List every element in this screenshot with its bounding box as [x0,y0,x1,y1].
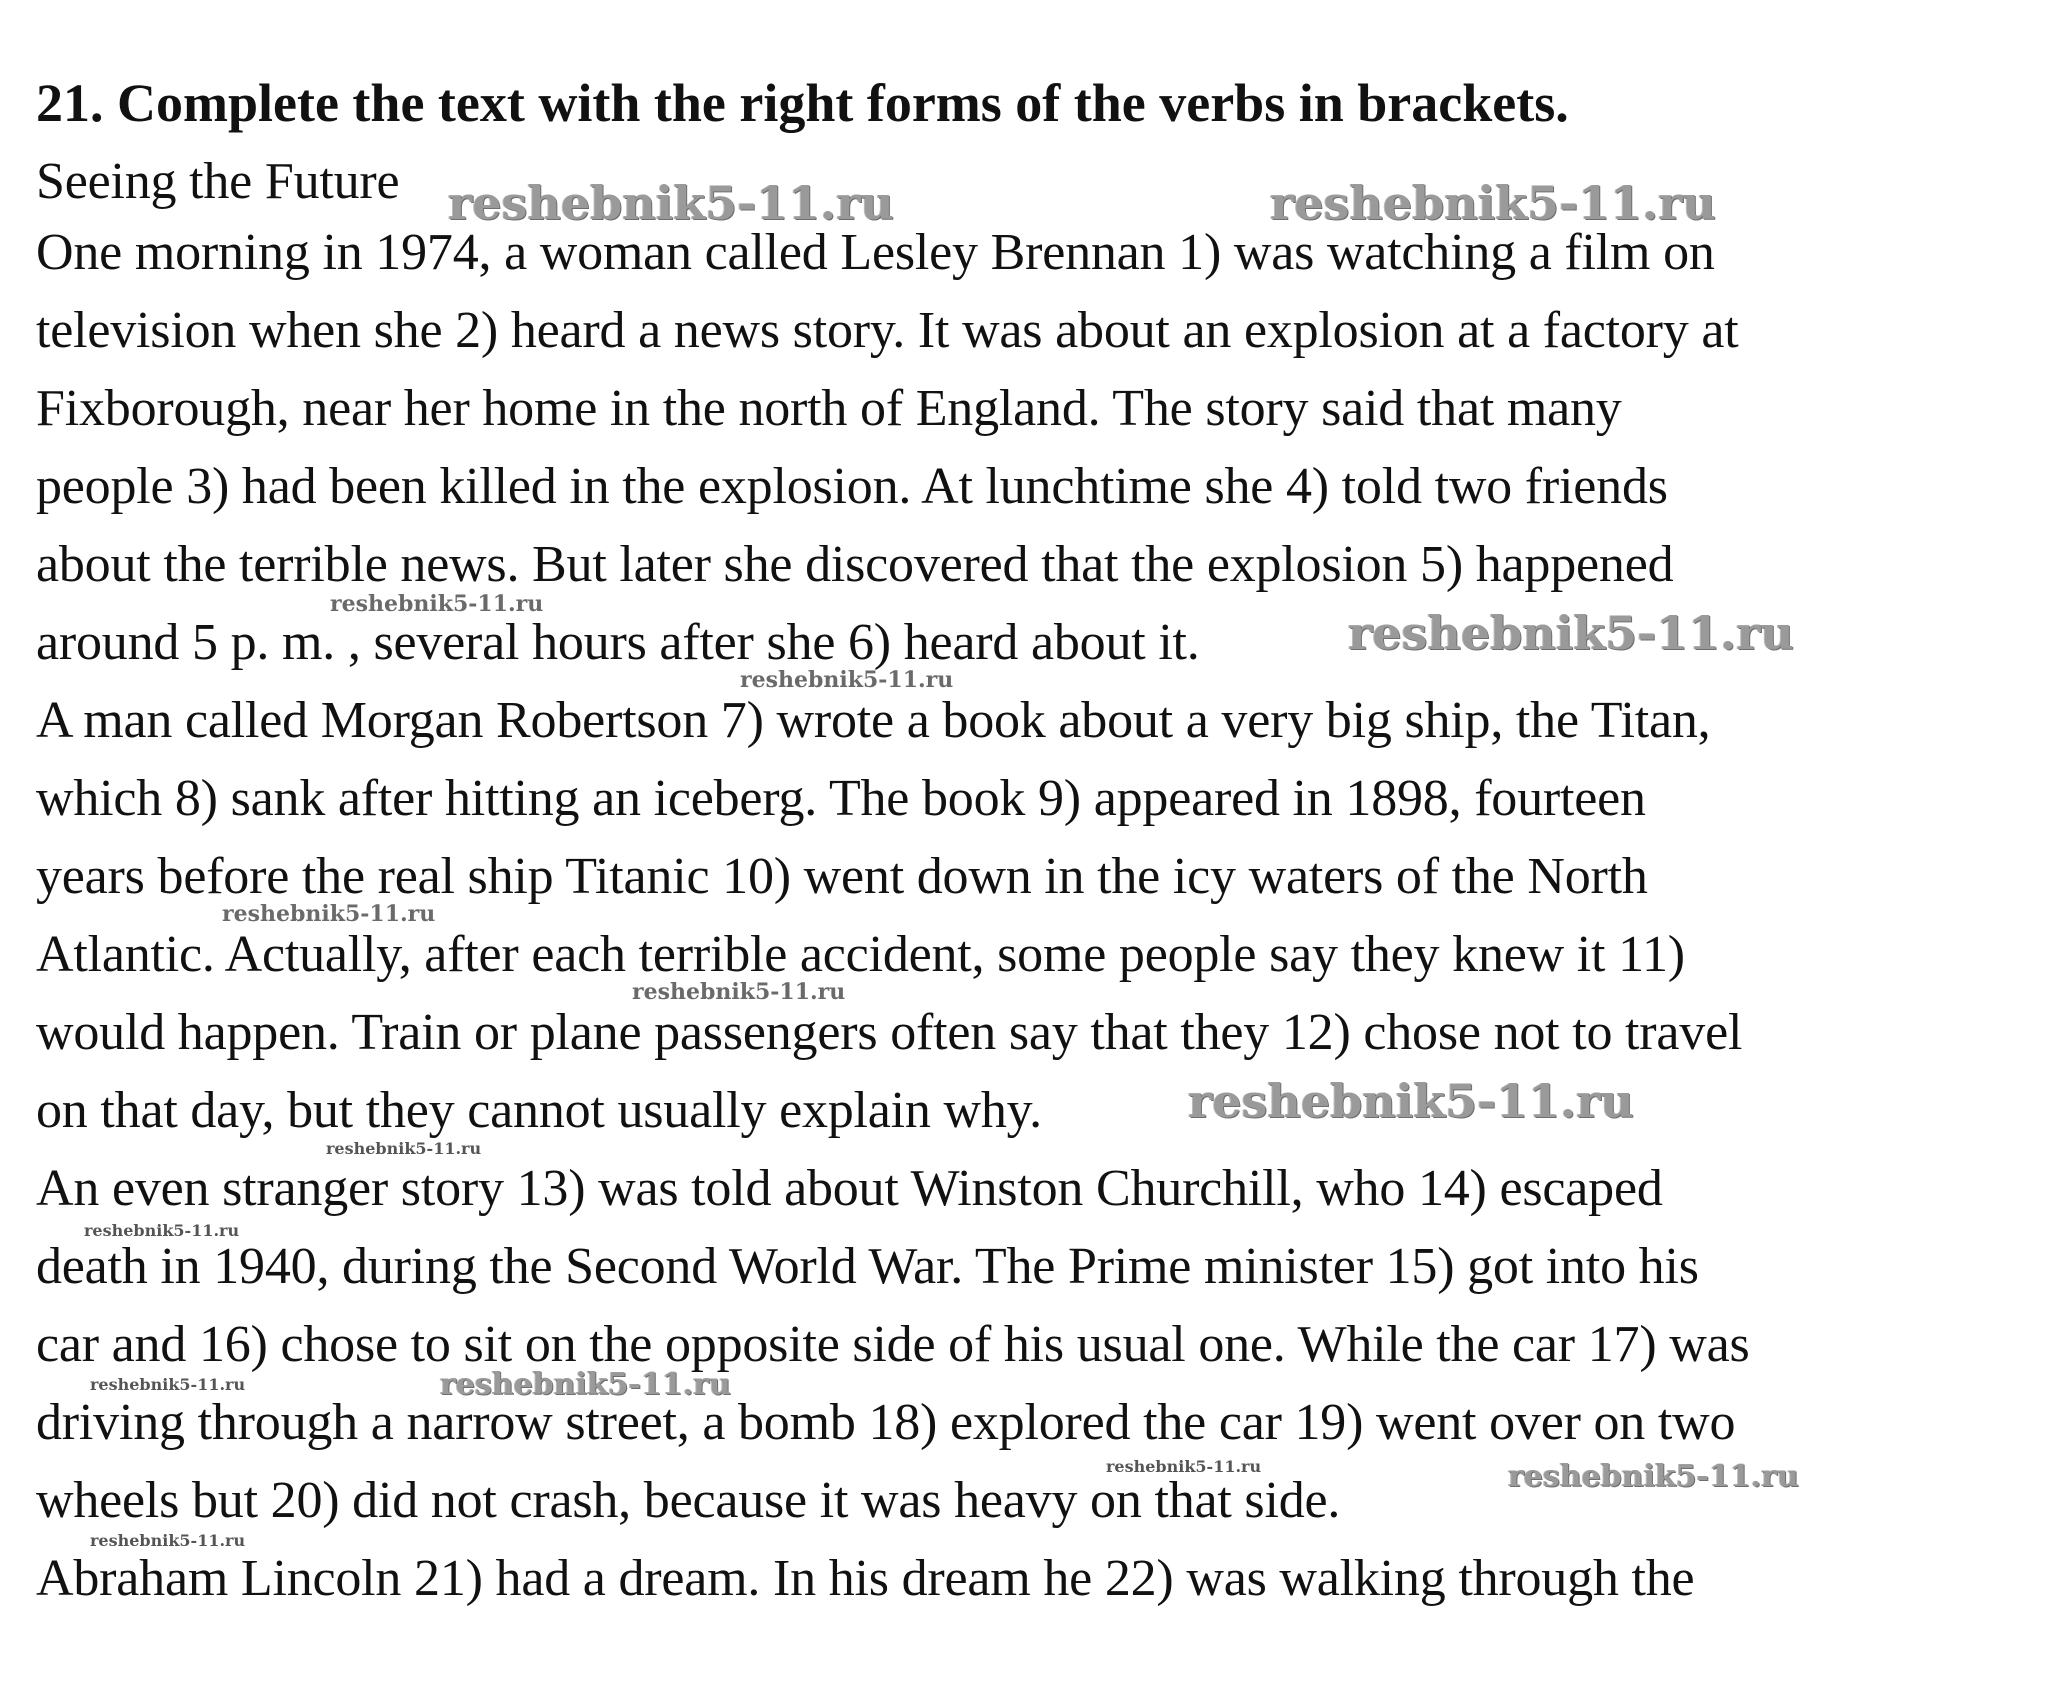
text-line: would happen. Train or plane passengers often say that they 12) chose not to travel [36,1004,1743,1061]
watermark: reshebnik5-11.ru [1188,1074,1634,1128]
text-line: people 3) had been killed in the explosion. At lunchtime she 4) told two friends [36,458,1668,515]
watermark: reshebnik5-11.ru [1508,1459,1799,1494]
watermark: reshebnik5-11.ru [1106,1457,1262,1476]
watermark: reshebnik5-11.ru [448,176,894,230]
text-line: Abraham Lincoln 21) had a dream. In his dream he 22) was walking through the [36,1550,1695,1607]
text-line: A man called Morgan Robertson 7) wrote a book about a very big ship, the Titan, [36,692,1711,749]
watermark: reshebnik5-11.ru [740,667,954,693]
text-line: about the terrible news. But later she discovered that the explosion 5) happened [36,536,1674,593]
text-line: wheels but 20) did not crash, because it was heavy on that side. [36,1472,1341,1529]
story-title: Seeing the Future [36,153,400,210]
watermark: reshebnik5-11.ru [84,1221,240,1240]
text-line: on that day, but they cannot usually explain why. [36,1082,1042,1139]
text-line: around 5 p. m. , several hours after she 6) heard about it. [36,614,1200,671]
watermark: reshebnik5-11.ru [632,979,846,1005]
exercise-heading: 21. Complete the text with the right forms of the verbs in brackets. [36,73,1569,133]
watermark: reshebnik5-11.ru [90,1531,246,1550]
text-line: years before the real ship Titanic 10) went down in the icy waters of the North [36,848,1648,905]
text-line: driving through a narrow street, a bomb 18) explored the car 19) went over on two [36,1394,1736,1451]
text-line: which 8) sank after hitting an iceberg. The book 9) appeared in 1898, fourteen [36,770,1646,827]
text-line: Fixborough, near her home in the north of England. The story said that many [36,380,1622,437]
text-line: Atlantic. Actually, after each terrible accident, some people say they knew it 11) [36,926,1685,983]
text-line: An even stranger story 13) was told about Winston Churchill, who 14) escaped [36,1160,1663,1217]
text-line: death in 1940, during the Second World War. The Prime minister 15) got into his [36,1238,1699,1295]
watermark: reshebnik5-11.ru [1270,176,1716,230]
watermark: reshebnik5-11.ru [330,591,544,617]
text-line: television when she 2) heard a news story. It was about an explosion at a factory at [36,302,1739,359]
watermark: reshebnik5-11.ru [1348,606,1794,660]
text-line: car and 16) chose to sit on the opposite side of his usual one. While the car 17) was [36,1316,1750,1373]
watermark: reshebnik5-11.ru [440,1367,731,1402]
text-line: One morning in 1974, a woman called Lesley Brennan 1) was watching a film on [36,224,1715,281]
watermark: reshebnik5-11.ru [222,901,436,927]
watermark: reshebnik5-11.ru [90,1375,246,1394]
watermark: reshebnik5-11.ru [326,1139,482,1158]
